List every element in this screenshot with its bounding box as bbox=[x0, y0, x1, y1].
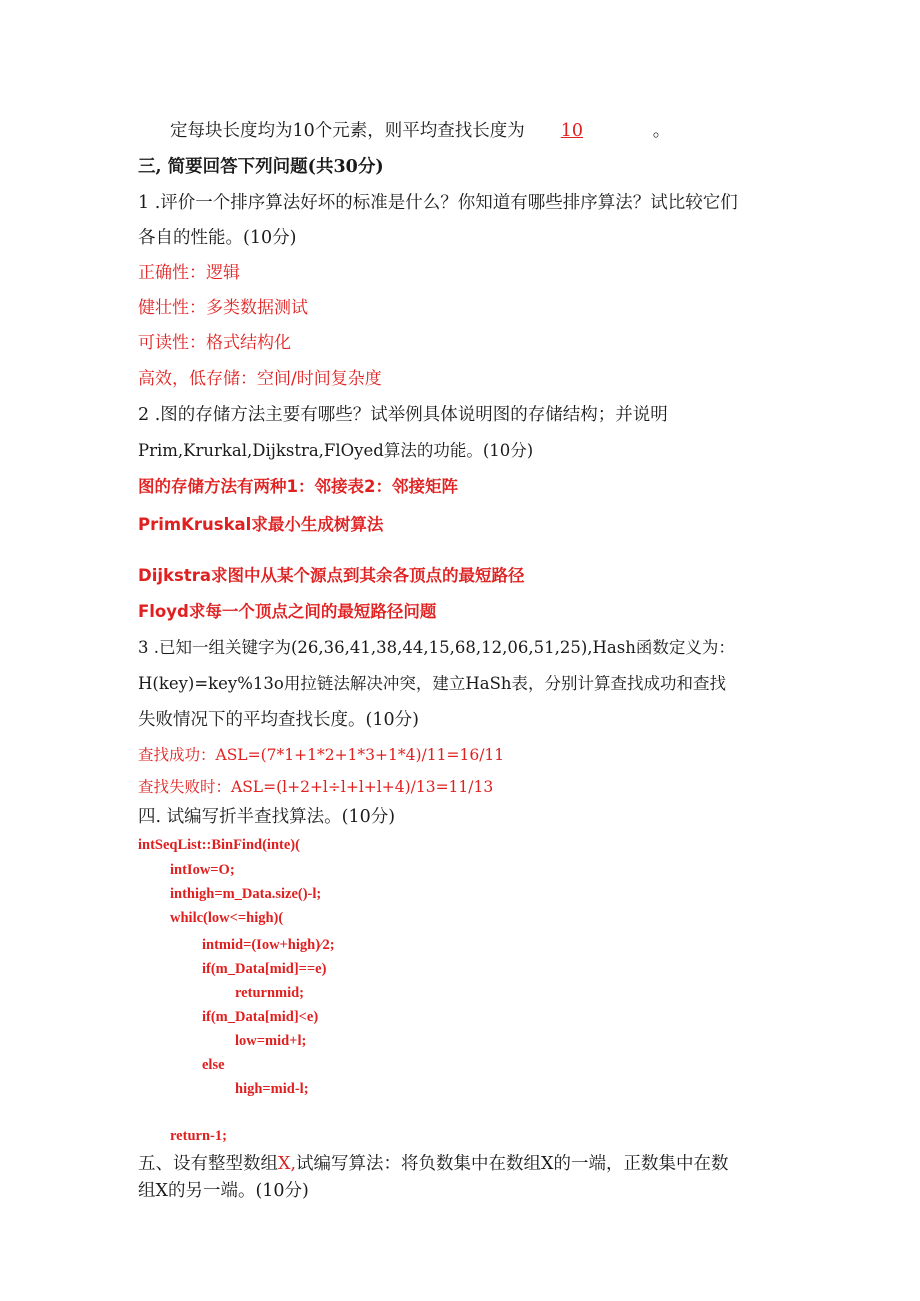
fill-in-suffix: 。 bbox=[652, 121, 671, 141]
fill-in-answer: 10 bbox=[560, 121, 584, 141]
q2-line1: 2 .图的存储方法主要有哪些？试举例具体说明图的存储结构；并说明 bbox=[138, 405, 668, 425]
q3-answer: 查找失败时：ASL=(l+2+l÷l+l+l+4)/13=11/13 bbox=[138, 778, 494, 796]
q1-answer: 可读性：格式结构化 bbox=[138, 333, 291, 353]
code-line: low=mid+l; bbox=[235, 1033, 307, 1049]
code-line: intmid=(Iow+high)∕2; bbox=[202, 937, 335, 953]
q1-answer: 健壮性：多类数据测试 bbox=[138, 298, 308, 318]
q2-answer: 图的存储方法有两种1：邻接表2：邻接矩阵 bbox=[138, 477, 458, 496]
q2-answer: PrimKruskal求最小生成树算法 bbox=[138, 515, 384, 534]
q2-line2: Prim,Krurkal,Dijkstra,FlOyed算法的功能。(10分) bbox=[138, 441, 534, 460]
code-line: intIow=O; bbox=[170, 862, 235, 878]
q2-answer: Floyd求每一个顶点之间的最短路径问题 bbox=[138, 602, 437, 621]
section4-heading: 四. 试编写折半查找算法。(10分) bbox=[138, 807, 396, 827]
code-line: if(m_Data[mid]==e) bbox=[202, 961, 327, 977]
section3-heading: 三, 简要回答下列问题(共30分) bbox=[138, 157, 384, 177]
q1-line2: 各自的性能。(10分) bbox=[138, 228, 297, 248]
q1-line1: 1 .评价一个排序算法好坏的标准是什么？你知道有哪些排序算法？试比较它们 bbox=[138, 193, 738, 213]
section5-line2: 组X的另一端。(10分) bbox=[138, 1181, 309, 1201]
q3-line3: 失败情况下的平均查找长度。(10分) bbox=[138, 710, 419, 730]
q3-line2: H(key)=key%13o用拉链法解决冲突，建立HaSh表，分别计算查找成功和查找 bbox=[138, 674, 727, 693]
code-line: returnmid; bbox=[235, 985, 305, 1001]
code-line: inthigh=m_Data.size()-l; bbox=[170, 886, 322, 902]
q3-answer: 查找成功：ASL=(7*1+1*2+1*3+1*4)/11=16/11 bbox=[138, 746, 505, 764]
code-line: if(m_Data[mid]<e) bbox=[202, 1009, 319, 1025]
q1-answer: 正确性：逻辑 bbox=[138, 263, 240, 283]
fill-in-line bbox=[170, 120, 670, 142]
section5-rest: 试编写算法：将负数集中在数组X的一端，正数集中在数 bbox=[296, 1154, 729, 1174]
q2-answer: Dijkstra求图中从某个源点到其余各顶点的最短路径 bbox=[138, 566, 525, 585]
fill-in-prefix: 定每块长度均为10个元素，则平均查找长度为 bbox=[170, 121, 525, 141]
code-line: else bbox=[202, 1057, 225, 1073]
section5-array-name: X, bbox=[278, 1154, 297, 1174]
section5-line1 bbox=[138, 1153, 729, 1175]
code-line: whilc(low<=high)( bbox=[170, 910, 284, 926]
q3-line1: 3 .已知一组关键字为(26,36,41,38,44,15,68,12,06,51,25),Hash函数定义为： bbox=[138, 638, 735, 657]
code-line: return-1; bbox=[170, 1128, 227, 1144]
q1-answer: 高效，低存储：空间/时间复杂度 bbox=[138, 369, 382, 389]
section5-prefix: 五、设有整型数组 bbox=[138, 1154, 278, 1174]
code-line: intSeqList::BinFind(inte)( bbox=[138, 837, 300, 853]
code-line: high=mid-l; bbox=[235, 1081, 309, 1097]
